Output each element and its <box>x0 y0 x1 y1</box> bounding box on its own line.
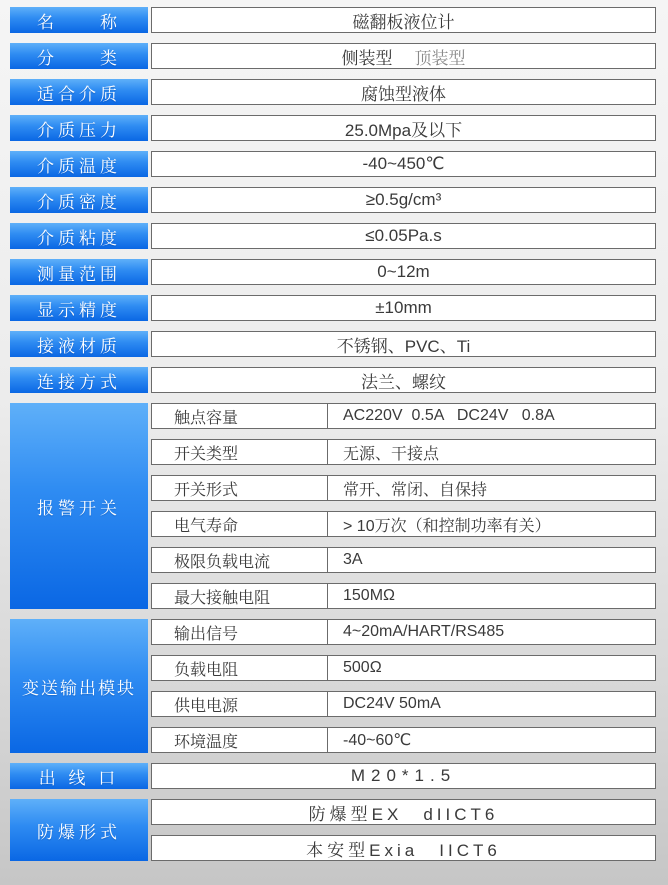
subrow-label: 供电电源 <box>152 692 328 716</box>
spec-subrow <box>151 439 656 465</box>
subrow-label: 环境温度 <box>152 728 328 752</box>
row-value: ≤0.05Pa.s <box>151 223 656 249</box>
explosion-proof-group <box>10 799 656 861</box>
subrow-label: 输出信号 <box>152 620 328 644</box>
spec-row-media <box>10 79 656 105</box>
spec-row-wetted-material <box>10 331 656 357</box>
transmitter-subrows <box>151 619 656 753</box>
row-label: 测量范围 <box>10 259 148 285</box>
subrow-label: 电气寿命 <box>152 512 328 536</box>
row-value: 腐蚀型液体 <box>151 79 656 105</box>
category-secondary: 顶装型 <box>414 48 466 68</box>
subrow-value: 500Ω <box>343 659 382 676</box>
alarm-switch-subrows <box>151 403 656 609</box>
spec-subrow <box>151 511 656 537</box>
spec-row-pressure <box>10 115 656 141</box>
spec-subrow <box>151 691 656 717</box>
spec-subrow <box>151 583 656 609</box>
subrow-label: 开关类型 <box>152 440 328 464</box>
spec-row-viscosity <box>10 223 656 249</box>
row-value: 不锈钢、PVC、Ti <box>151 331 656 357</box>
subrow-value: > 10万次（和控制功率有关） <box>343 517 551 535</box>
subrow-value: 常开、常闭、自保持 <box>343 481 488 499</box>
alarm-switch-group <box>10 403 656 609</box>
explosion-proof-subrows <box>151 799 656 861</box>
spec-row-temperature <box>10 151 656 177</box>
row-value: 磁翻板液位计 <box>151 7 656 33</box>
row-value: 法兰、螺纹 <box>151 367 656 393</box>
intrinsic-safe-type-row: 本安型Exia IICT6 <box>151 835 656 861</box>
row-label: 出 线 口 <box>10 763 148 789</box>
group-label: 报警开关 <box>10 403 148 609</box>
row-value: ≥0.5g/cm³ <box>151 187 656 213</box>
row-value: 0~12m <box>151 259 656 285</box>
subrow-label: 极限负载电流 <box>152 548 328 572</box>
spec-row-accuracy <box>10 295 656 321</box>
row-value <box>151 43 656 69</box>
row-label: 介质粘度 <box>10 223 148 249</box>
row-label: 显示精度 <box>10 295 148 321</box>
subrow-value: 无源、干接点 <box>343 445 440 463</box>
spec-row-range <box>10 259 656 285</box>
spec-row-name <box>10 7 656 33</box>
subrow-value: 4~20mA/HART/RS485 <box>343 623 505 640</box>
row-label: 接液材质 <box>10 331 148 357</box>
row-label: 分 类 <box>10 43 148 69</box>
subrow-value: -40~60℃ <box>343 732 412 749</box>
row-value: -40~450℃ <box>151 151 656 177</box>
spec-row-connection <box>10 367 656 393</box>
row-value: M20*1.5 <box>151 763 656 789</box>
subrow-label: 触点容量 <box>152 404 328 428</box>
row-value: 25.0Mpa及以下 <box>151 115 656 141</box>
spec-subrow <box>151 655 656 681</box>
spec-subrow <box>151 403 656 429</box>
spec-subrow <box>151 547 656 573</box>
transmitter-output-group <box>10 619 656 753</box>
row-label: 介质温度 <box>10 151 148 177</box>
row-label: 连接方式 <box>10 367 148 393</box>
subrow-label: 最大接触电阻 <box>152 584 328 608</box>
subrow-value: 3A <box>343 551 363 568</box>
subrow-value: AC220V 0.5A DC24V 0.8A <box>343 407 555 424</box>
row-value: ±10mm <box>151 295 656 321</box>
row-label: 介质密度 <box>10 187 148 213</box>
subrow-value: 150MΩ <box>343 587 395 604</box>
spec-subrow <box>151 727 656 753</box>
group-label: 防爆形式 <box>10 799 148 861</box>
spec-subrow <box>151 475 656 501</box>
group-label: 变送输出模块 <box>10 619 148 753</box>
spec-row-category <box>10 43 656 69</box>
row-label: 介质压力 <box>10 115 148 141</box>
spec-subrow <box>151 619 656 645</box>
spec-row-cable-entry <box>10 763 656 789</box>
spec-row-density <box>10 187 656 213</box>
subrow-label: 开关形式 <box>152 476 328 500</box>
category-primary: 侧装型 <box>341 48 393 68</box>
row-label: 适合介质 <box>10 79 148 105</box>
subrow-value: DC24V 50mA <box>343 695 441 712</box>
row-label: 名 称 <box>10 7 148 33</box>
subrow-label: 负载电阻 <box>152 656 328 680</box>
explosion-proof-type-row: 防爆型EX dIICT6 <box>151 799 656 825</box>
